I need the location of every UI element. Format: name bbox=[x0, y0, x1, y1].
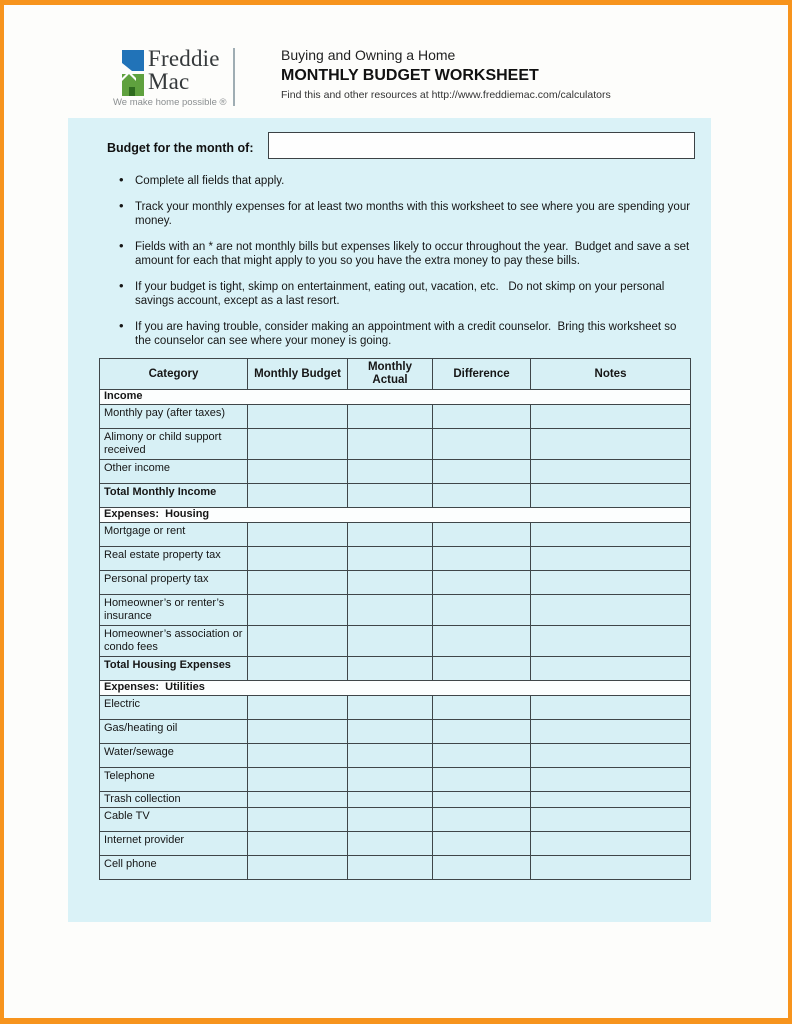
empty-cell bbox=[348, 523, 433, 547]
empty-cell bbox=[531, 744, 691, 768]
empty-cell bbox=[348, 657, 433, 681]
category-label: Trash collection bbox=[100, 792, 248, 808]
category-label: Total Monthly Income bbox=[100, 484, 248, 508]
table-row bbox=[100, 390, 691, 405]
empty-cell bbox=[531, 696, 691, 720]
empty-cell bbox=[433, 832, 531, 856]
empty-cell bbox=[433, 523, 531, 547]
empty-cell bbox=[531, 523, 691, 547]
table-row bbox=[100, 808, 691, 832]
empty-cell bbox=[248, 626, 348, 657]
instruction-item: • Fields with an * are not monthly bills but expenses likely to occur throughout the year. Budget and save a set amount for each that might apply to you so you have the extra money to pay these bills. bbox=[116, 240, 694, 269]
empty-cell bbox=[433, 768, 531, 792]
category-label: Cable TV bbox=[100, 808, 248, 832]
empty-cell bbox=[348, 832, 433, 856]
empty-cell bbox=[248, 571, 348, 595]
month-label: Budget for the month of: bbox=[107, 141, 254, 155]
empty-cell bbox=[531, 571, 691, 595]
category-label: Cell phone bbox=[100, 856, 248, 880]
category-label: Internet provider bbox=[100, 832, 248, 856]
table-row bbox=[100, 856, 691, 880]
empty-cell bbox=[248, 460, 348, 484]
empty-cell bbox=[531, 856, 691, 880]
empty-cell bbox=[433, 744, 531, 768]
empty-cell bbox=[433, 429, 531, 460]
empty-cell bbox=[348, 571, 433, 595]
empty-cell bbox=[248, 523, 348, 547]
category-label: Other income bbox=[100, 460, 248, 484]
table-row bbox=[100, 460, 691, 484]
empty-cell bbox=[248, 696, 348, 720]
category-label: Water/sewage bbox=[100, 744, 248, 768]
table-row bbox=[100, 484, 691, 508]
category-label: Electric bbox=[100, 696, 248, 720]
empty-cell bbox=[248, 720, 348, 744]
brand-name bbox=[148, 47, 220, 93]
table-row bbox=[100, 696, 691, 720]
empty-cell bbox=[248, 405, 348, 429]
empty-cell bbox=[248, 856, 348, 880]
table-row bbox=[100, 405, 691, 429]
resource-line: Find this and other resources at http://www.freddiemac.com/calculators bbox=[281, 89, 611, 101]
empty-cell bbox=[433, 856, 531, 880]
empty-cell bbox=[348, 429, 433, 460]
budget-table-body bbox=[100, 390, 691, 880]
empty-cell bbox=[531, 626, 691, 657]
empty-cell bbox=[248, 657, 348, 681]
empty-cell bbox=[348, 484, 433, 508]
table-row bbox=[100, 768, 691, 792]
empty-cell bbox=[531, 657, 691, 681]
empty-cell bbox=[531, 405, 691, 429]
empty-cell bbox=[348, 460, 433, 484]
empty-cell bbox=[348, 626, 433, 657]
table-row bbox=[100, 832, 691, 856]
empty-cell bbox=[531, 720, 691, 744]
empty-cell bbox=[348, 808, 433, 832]
category-label: Real estate property tax bbox=[100, 547, 248, 571]
table-row bbox=[100, 626, 691, 657]
empty-cell bbox=[531, 547, 691, 571]
empty-cell bbox=[348, 720, 433, 744]
empty-cell bbox=[433, 460, 531, 484]
instructions-list bbox=[116, 174, 694, 360]
empty-cell bbox=[248, 484, 348, 508]
brand-tagline: We make home possible ® bbox=[113, 97, 227, 108]
table-row bbox=[100, 744, 691, 768]
empty-cell bbox=[348, 744, 433, 768]
table-row bbox=[100, 595, 691, 626]
empty-cell bbox=[348, 405, 433, 429]
empty-cell bbox=[348, 547, 433, 571]
empty-cell bbox=[433, 484, 531, 508]
category-label: Homeowner’s or renter’s insurance bbox=[100, 595, 248, 626]
category-label: Homeowner’s association or condo fees bbox=[100, 626, 248, 657]
page-title: MONTHLY BUDGET WORKSHEET bbox=[281, 67, 539, 84]
header-subtitle: Buying and Owning a Home bbox=[281, 47, 456, 63]
instruction-item: • Track your monthly expenses for at least two months with this worksheet to see where you are spending your money. bbox=[116, 200, 694, 229]
section-label: Expenses: Utilities bbox=[100, 681, 691, 696]
table-row bbox=[100, 720, 691, 744]
empty-cell bbox=[531, 792, 691, 808]
empty-cell bbox=[248, 808, 348, 832]
table-row bbox=[100, 508, 691, 523]
empty-cell bbox=[248, 595, 348, 626]
column-header: Notes bbox=[531, 359, 691, 390]
category-label: Personal property tax bbox=[100, 571, 248, 595]
instruction-item: • If your budget is tight, skimp on entertainment, eating out, vacation, etc. Do not skimp on your personal savings account, except as a last resort. bbox=[116, 280, 694, 309]
empty-cell bbox=[433, 792, 531, 808]
table-row bbox=[100, 571, 691, 595]
table-row bbox=[100, 681, 691, 696]
category-label: Alimony or child support received bbox=[100, 429, 248, 460]
empty-cell bbox=[248, 429, 348, 460]
instruction-item: • If you are having trouble, consider making an appointment with a credit counselor. Bring this worksheet so the counselor can see where your money is going. bbox=[116, 320, 694, 349]
category-label: Monthly pay (after taxes) bbox=[100, 405, 248, 429]
empty-cell bbox=[248, 744, 348, 768]
empty-cell bbox=[531, 484, 691, 508]
empty-cell bbox=[248, 768, 348, 792]
brand-name-line1: Freddie bbox=[148, 46, 220, 71]
table-row bbox=[100, 657, 691, 681]
section-label: Expenses: Housing bbox=[100, 508, 691, 523]
empty-cell bbox=[531, 460, 691, 484]
empty-cell bbox=[433, 720, 531, 744]
empty-cell bbox=[433, 696, 531, 720]
column-header: Monthly Budget bbox=[248, 359, 348, 390]
worksheet-panel bbox=[68, 118, 711, 922]
empty-cell bbox=[531, 595, 691, 626]
budget-table bbox=[99, 358, 691, 880]
empty-cell bbox=[248, 832, 348, 856]
category-label: Telephone bbox=[100, 768, 248, 792]
category-label: Gas/heating oil bbox=[100, 720, 248, 744]
empty-cell bbox=[348, 856, 433, 880]
empty-cell bbox=[531, 429, 691, 460]
empty-cell bbox=[531, 832, 691, 856]
empty-cell bbox=[531, 808, 691, 832]
empty-cell bbox=[433, 571, 531, 595]
freddie-mac-logo-icon bbox=[121, 50, 145, 96]
table-header-row bbox=[100, 359, 691, 390]
empty-cell bbox=[248, 547, 348, 571]
empty-cell bbox=[531, 768, 691, 792]
empty-cell bbox=[433, 657, 531, 681]
header-divider bbox=[233, 48, 235, 106]
empty-cell bbox=[348, 792, 433, 808]
table-row bbox=[100, 429, 691, 460]
table-row bbox=[100, 523, 691, 547]
header-title-block bbox=[281, 47, 701, 102]
empty-cell bbox=[433, 808, 531, 832]
table-row bbox=[100, 792, 691, 808]
brand-name-line2: Mac bbox=[148, 69, 190, 94]
column-header: Difference bbox=[433, 359, 531, 390]
category-label: Total Housing Expenses bbox=[100, 657, 248, 681]
section-label: Income bbox=[100, 390, 691, 405]
empty-cell bbox=[348, 595, 433, 626]
empty-cell bbox=[348, 696, 433, 720]
instruction-item: • Complete all fields that apply. bbox=[116, 174, 694, 189]
empty-cell bbox=[348, 768, 433, 792]
category-label: Mortgage or rent bbox=[100, 523, 248, 547]
empty-cell bbox=[433, 405, 531, 429]
empty-cell bbox=[433, 547, 531, 571]
column-header: Monthly Actual bbox=[348, 359, 433, 390]
table-row bbox=[100, 547, 691, 571]
empty-cell bbox=[433, 595, 531, 626]
month-input[interactable] bbox=[268, 132, 695, 159]
empty-cell bbox=[248, 792, 348, 808]
empty-cell bbox=[433, 626, 531, 657]
column-header: Category bbox=[100, 359, 248, 390]
